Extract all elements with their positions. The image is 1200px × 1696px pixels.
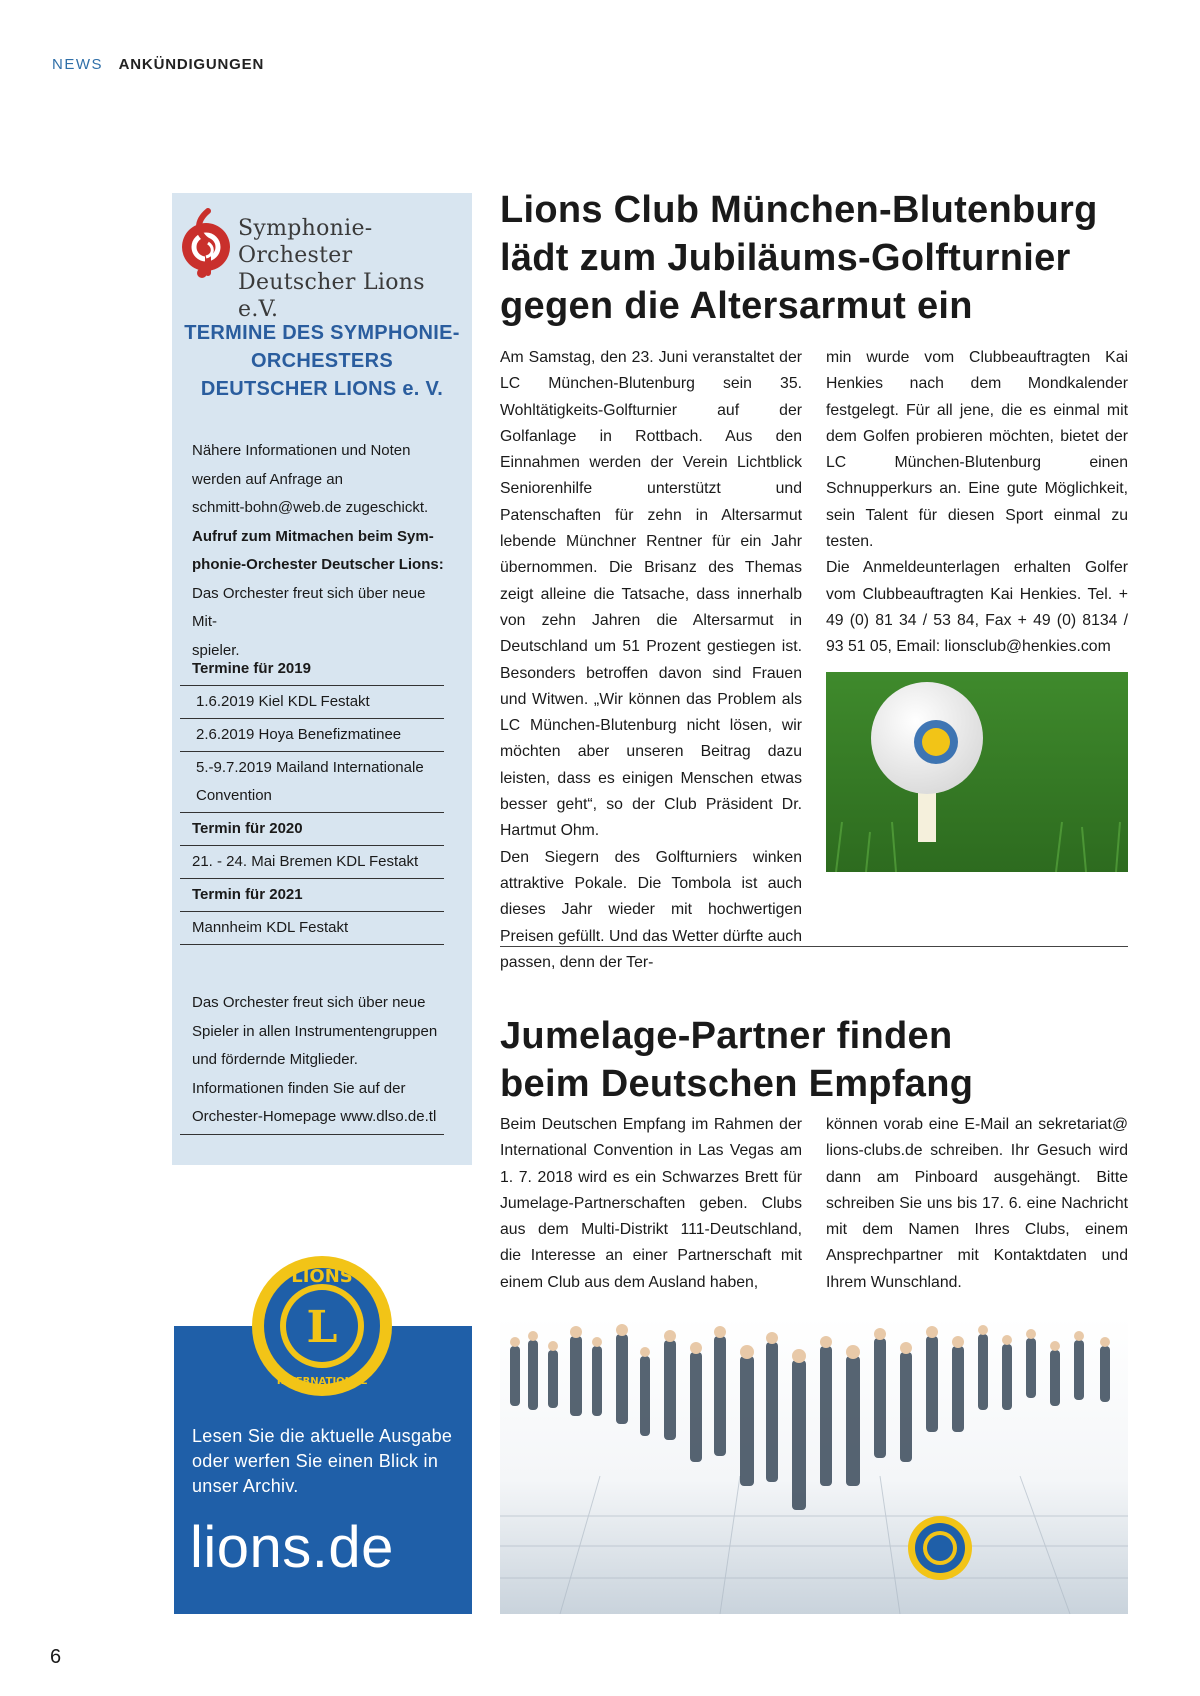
- article1-paragraph: Am Samstag, den 23. Juni veranstaltet der LC München-Blutenburg sein 35. Wohltätigkeits-Golfturnier auf der Golfanlage in Rottbach. Aus den Einnahmen werden der Verein Lichtblick Seniorenhilfe unterstützt und Patenschaften für zehn in Altersarmut lebende Münchner Rentner für ein Jahr übernommen. Die Brisanz des Themas zeigt alleine die Tatsache, dass innerhalb von zehn Jahren die Altersarmut in Deutschland um 51 Prozent gestiegen ist. Besonders betroffen davon sind Frauen und Witwen. „Wir können das Problem als LC München-Blutenburg nicht lösen, wir möchten aber unseren Beitrag dazu leisten, dass es einigen Menschen etwas besser geht“, so der Club Präsident Dr. Hartmut Ohm.: [500, 349, 802, 840]
- article1-paragraph: Den Siegern des Golfturniers winken attraktive Pokale. Die Tombola ist auch dieses Jahr wieder mit hochwertigen Preisen gefüllt. Und das Wetter dürfte auch passen, denn der Ter-: [500, 848, 802, 971]
- emblem-bottom-text: INTERNATIONAL: [276, 1376, 368, 1387]
- article1-contact: Die Anmeldeunterlagen erhalten Golfer vom Clubbeauftragten Kai Henkies. Tel. + 49 (0) 81 34 / 53 84, Fax + 49 (0) 8134 / 93 51 05, Email: lionsclub@henkies.com: [826, 559, 1128, 656]
- date-entry: Mannheim KDL Festakt: [180, 912, 444, 945]
- section-label: NEWS: [52, 56, 103, 73]
- sidebar-title-line: DEUTSCHER LIONS e. V.: [200, 378, 444, 400]
- article1-title: [500, 186, 1140, 330]
- article2-column-1: [500, 1112, 802, 1296]
- bottom-line: und fördernde Mitglieder.: [192, 1051, 358, 1068]
- sidebar-title: [172, 319, 472, 403]
- info-line: werden auf Anfrage an: [192, 470, 343, 488]
- promo-url[interactable]: lions.de: [190, 1515, 394, 1580]
- bottom-line: Informationen finden Sie auf der: [192, 1079, 406, 1097]
- emblem-letter: L: [306, 1302, 338, 1353]
- treble-clef-icon: [178, 207, 234, 279]
- orchestra-sidebar: [172, 193, 472, 1165]
- bottom-line: Spieler in allen Instrumentengruppen: [192, 1022, 438, 1040]
- logo-line-2: Deutscher Lions e.V.: [238, 270, 425, 322]
- dates-heading-2020: Termin für 2020: [180, 813, 444, 846]
- date-entry: 2.6.2019 Hoya Benefizmatinee: [180, 719, 444, 752]
- subsection-label: ANKÜNDIGUNGEN: [118, 56, 265, 73]
- dates-list: [180, 653, 444, 945]
- promo-text: Lesen Sie die aktuelle Ausgabe oder werfen Sie einen Blick in unser Archiv.: [192, 1426, 453, 1496]
- sidebar-bottom-info: [180, 989, 444, 1135]
- title-line: gegen die Altersarmut ein: [500, 285, 973, 327]
- homepage-link[interactable]: Orchester-Homepage www.dlso.de.tl: [192, 1108, 437, 1125]
- info-call-line: phonie-Orchester Deutscher Lions:: [192, 556, 444, 573]
- dates-heading-2021: Termin für 2021: [180, 879, 444, 912]
- crowd-world-map-photo: [500, 1316, 1128, 1614]
- info-line: Nähere Informationen und Noten: [192, 442, 411, 459]
- page-header: [52, 56, 264, 73]
- article2-paragraph: Beim Deutschen Empfang im Rahmen der International Convention in Las Vegas am 1. 7. 2018 wird es ein Schwarzes Brett für Jumelage-Partnerschaften geben. Clubs aus dem Multi-Distrikt 111-Deutschland, die Interesse an einer Partnerschaft mit einem Club aus dem Ausland haben,: [500, 1116, 802, 1291]
- emblem-top-text: LIONS: [291, 1266, 353, 1287]
- sidebar-info: [192, 437, 452, 665]
- bottom-line: Das Orchester freut sich über neue: [192, 994, 426, 1011]
- sidebar-title-line: ORCHESTERS: [251, 350, 393, 372]
- article1-column-2: [826, 345, 1128, 661]
- article1-column-1: [500, 345, 802, 976]
- dates-heading-2019: Termine für 2019: [180, 653, 444, 686]
- sidebar-title-line: TERMINE DES SYMPHONIE-: [184, 322, 460, 344]
- logo-line-1: Symphonie-Orchester: [238, 216, 373, 268]
- date-entry: 5.-9.7.2019 Mailand Internationale Convention: [180, 752, 444, 813]
- article2-title: [500, 1012, 1140, 1108]
- title-line: Lions Club München-Blutenburg: [500, 189, 1098, 231]
- golf-ball-photo: [826, 672, 1128, 872]
- info-email: schmitt-bohn@web.de zugeschickt.: [192, 499, 429, 516]
- article-divider: [500, 946, 1128, 947]
- orchestra-logo: [176, 205, 472, 322]
- page-number: 6: [50, 1646, 62, 1668]
- title-line: Jumelage-Partner finden: [500, 1015, 953, 1057]
- lions-emblem-icon: [244, 1248, 400, 1404]
- date-entry: 21. - 24. Mai Bremen KDL Festakt: [180, 846, 444, 879]
- title-line: beim Deutschen Empfang: [500, 1063, 974, 1105]
- info-line: spieler.: [192, 641, 240, 659]
- article2-paragraph: können vorab eine E-Mail an sekretariat@ lions-clubs.de schreiben. Ihr Gesuch wird dann am Pinboard ausgehängt. Bitte schreiben Sie uns bis 17. 6. eine Nachricht mit dem Namen Ihres Clubs, einem Ansprechpartner mit Kontaktdaten und Ihrem Wunschland.: [826, 1116, 1128, 1291]
- title-line: lädt zum Jubiläums-Golfturnier: [500, 237, 1071, 279]
- article2-column-2: [826, 1112, 1128, 1296]
- info-call-line: Aufruf zum Mitmachen beim Sym-: [192, 527, 434, 545]
- info-line: Das Orchester freut sich über neue Mit-: [192, 584, 426, 630]
- date-entry: 1.6.2019 Kiel KDL Festakt: [180, 686, 444, 719]
- article1-paragraph: min wurde vom Clubbeauftragten Kai Henkies nach dem Mondkalender festgelegt. Für all jene, die es einmal mit dem Golfen probieren möchten, bietet der LC München-Blutenburg einen Schnupperkurs an. Eine gute Möglichkeit, sein Talent für diesen Sport einmal zu testen.: [826, 349, 1128, 551]
- logo-text: [238, 215, 472, 323]
